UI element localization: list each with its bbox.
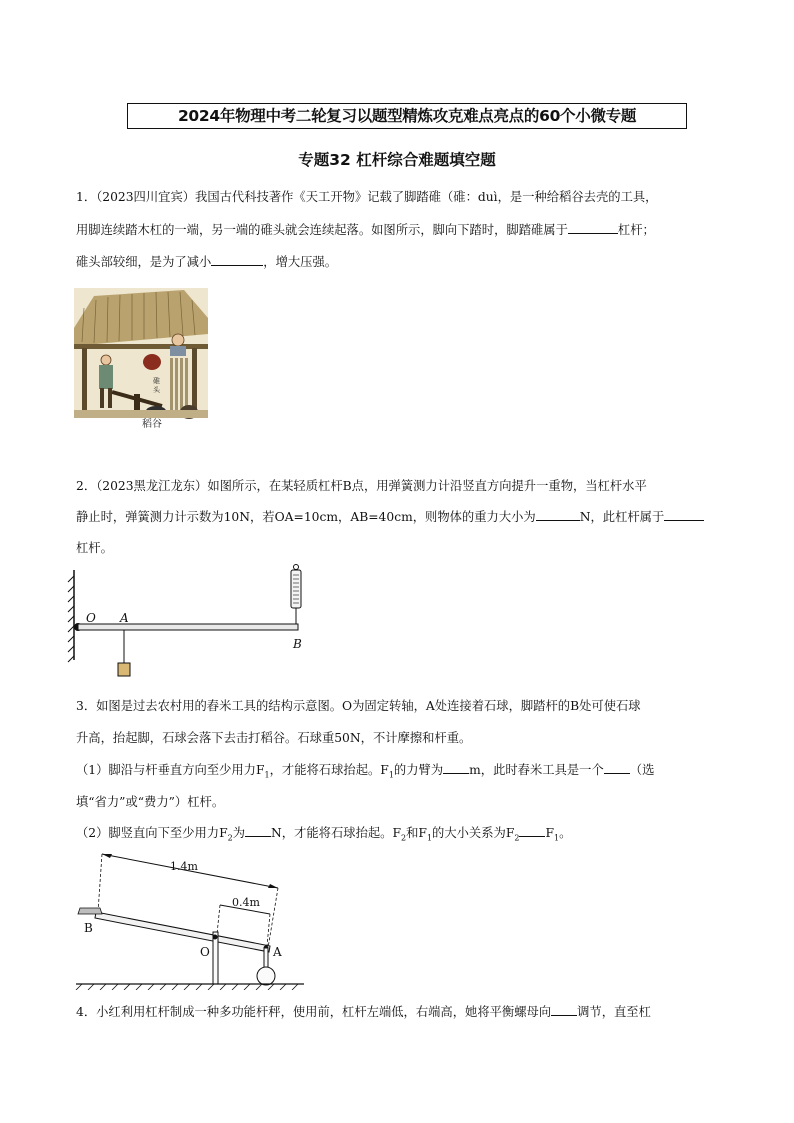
q2-label-o: O bbox=[86, 611, 96, 625]
q1-line3 bbox=[76, 254, 337, 270]
q3-p2-e: 的大小关系为F bbox=[432, 826, 515, 840]
q3-p1-sub1: 1 bbox=[264, 770, 270, 780]
q3-p2-b: 为 bbox=[232, 826, 246, 840]
q3-blank3[interactable] bbox=[245, 825, 271, 837]
q3-part1 bbox=[76, 762, 654, 783]
q2-line2 bbox=[76, 509, 704, 525]
q3-p1-e: （选 bbox=[629, 763, 655, 777]
q3-p2-sub5: 1 bbox=[554, 833, 560, 843]
q2-line2-text: 静止时，弹簧测力计示数为10N，若OA=10cm，AB=40cm，则物体的重力大小为 bbox=[76, 510, 536, 524]
q2-lever-diagram bbox=[66, 564, 314, 682]
q3-label-b: B bbox=[84, 921, 93, 935]
q2-blank2[interactable] bbox=[664, 509, 704, 521]
q1-fig-char2: 头 bbox=[153, 386, 160, 394]
q1-fig-char1: 碓 bbox=[153, 377, 160, 385]
q3-blank1[interactable] bbox=[443, 762, 469, 774]
q1-line2-text: 用脚连续踏木杠的一端，另一端的碓头就会连续起落。如图所示，脚向下踏时，脚踏碓属于 bbox=[76, 223, 568, 237]
q3-p2-sub3: 1 bbox=[426, 833, 433, 843]
q3-p2-sub2: 2 bbox=[401, 833, 407, 843]
q3-p1-d: m，此时舂米工具是一个 bbox=[469, 763, 604, 777]
q3-p2-g: 。 bbox=[559, 826, 572, 840]
q3-p2-c: N，才能将石球抬起。F bbox=[271, 826, 401, 840]
q1-blank2[interactable] bbox=[211, 254, 263, 266]
q2-label-a: A bbox=[120, 611, 129, 625]
q1-line2 bbox=[76, 222, 655, 238]
q3-part1-line2: 填“省力”或“费力”）杠杆。 bbox=[76, 795, 225, 809]
q3-p1-sub2: 1 bbox=[388, 770, 394, 780]
q2-blank1[interactable] bbox=[536, 509, 580, 521]
q3-p1-c: 的力臂为 bbox=[393, 763, 444, 777]
q3-p2-sub1: 2 bbox=[227, 833, 233, 843]
q1-line2-tail: 杠杆； bbox=[617, 223, 655, 237]
q3-part2 bbox=[76, 825, 571, 846]
q3-blank2[interactable] bbox=[604, 762, 630, 774]
q1-figure-caption: 稻谷 bbox=[142, 419, 162, 430]
q3-p1-b: ，才能将石球抬起。F bbox=[269, 763, 389, 777]
q1-line3-tail: ，增大压强。 bbox=[263, 255, 338, 269]
q3-p2-d: 和F bbox=[406, 826, 427, 840]
q1-treadle-hammer-illustration bbox=[74, 288, 208, 430]
q3-p1-a: （1）脚沿与杆垂直方向至少用力F bbox=[76, 763, 265, 777]
q3-rice-pounder-diagram bbox=[72, 850, 308, 990]
q1-blank1[interactable] bbox=[568, 222, 618, 234]
q4-line1-tail: 调节，直至杠 bbox=[577, 1005, 651, 1019]
q3-line2: 升高，抬起脚，石球会落下去击打稻谷。石球重50N，不计摩擦和杆重。 bbox=[76, 731, 472, 745]
q2-line2-mid: N，此杠杆属于 bbox=[579, 510, 665, 524]
q3-label-a: A bbox=[273, 945, 282, 959]
q3-p2-sub4: 2 bbox=[514, 833, 520, 843]
q2-label-b: B bbox=[293, 637, 302, 651]
q3-p2-a: （2）脚竖直向下至少用力F bbox=[76, 826, 228, 840]
q4-line1-text: 4．小红利用杠杆制成一种多功能杆秤，使用前，杠杆左端低，右端高，她将平衡螺母向 bbox=[76, 1005, 552, 1019]
q3-dim-long: 1.4m bbox=[170, 860, 198, 873]
q4-blank1[interactable] bbox=[551, 1004, 577, 1016]
q4-line1 bbox=[76, 1004, 651, 1020]
q3-dim-short: 0.4m bbox=[232, 896, 260, 909]
q2-line1: 2．（2023黑龙江龙东）如图所示，在某轻质杠杆B点，用弹簧测力计沿竖直方向提升一重物，当杠杆水平 bbox=[76, 479, 647, 493]
topic-title: 专题32 杠杆综合难题填空题 bbox=[298, 151, 496, 169]
q1-line3-text: 碓头部较细，是为了减小 bbox=[76, 255, 212, 269]
q3-p2-f: F bbox=[545, 826, 554, 840]
q3-blank4[interactable] bbox=[519, 825, 545, 837]
q1-line1: 1．（2023四川宜宾）我国古代科技著作《天工开物》记载了脚踏碓（碓：duì，是一种给稻谷去壳的工具， bbox=[76, 190, 658, 204]
series-title: 2024年物理中考二轮复习以题型精炼攻克难点亮点的60个小微专题 bbox=[127, 103, 687, 129]
q2-line3: 杠杆。 bbox=[76, 541, 113, 555]
q3-line1: 3．如图是过去农村用的舂米工具的结构示意图。O为固定转轴，A处连接着石球，脚踏杆的B处可使石球 bbox=[76, 699, 641, 713]
q3-label-o: O bbox=[200, 945, 210, 959]
